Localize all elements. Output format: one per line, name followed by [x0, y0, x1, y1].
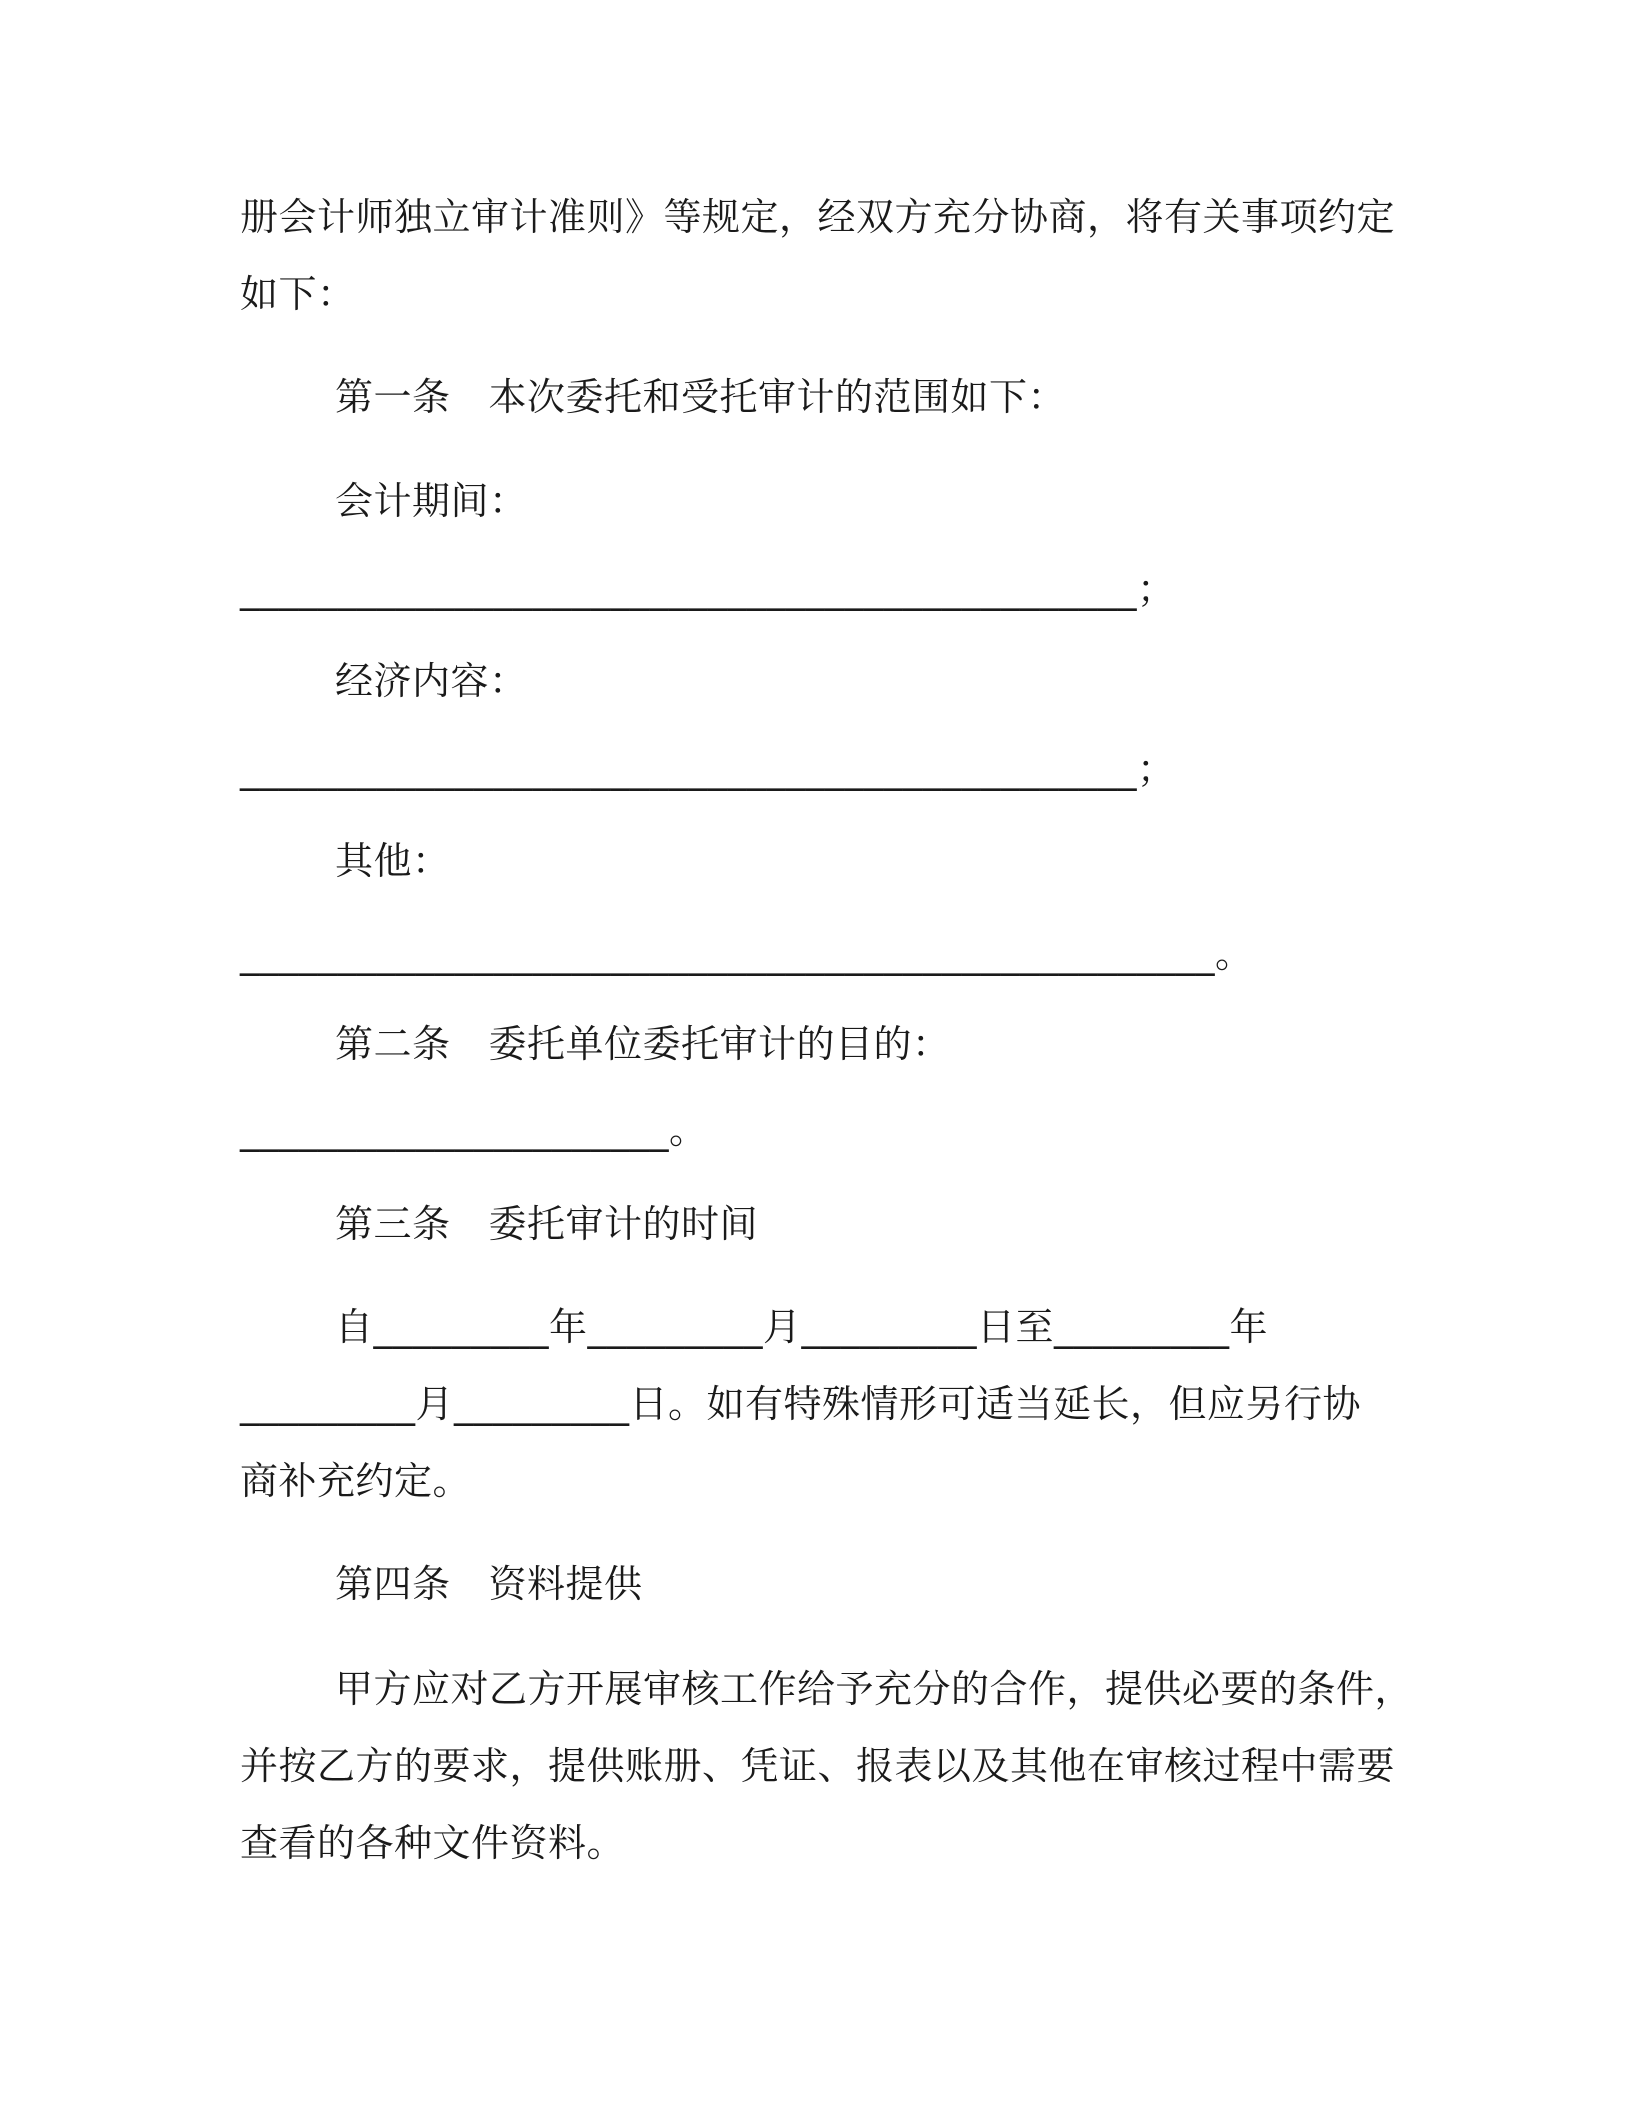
- article-2-title: 委托单位委托审计的目的：: [488, 1022, 951, 1066]
- audit-purpose-blank: ______________________。: [240, 1108, 708, 1152]
- article-4-number: 第四条: [335, 1562, 451, 1606]
- other-blank: __________________________________________________。: [240, 932, 1254, 976]
- accounting-period-label: 会计期间：: [335, 479, 528, 523]
- article-4-body-line-2: 并按乙方的要求，提供账册、凭证、报表以及其他在审核过程中需要: [240, 1744, 1396, 1788]
- preamble-line-1: 册会计师独立审计准则》等规定，经双方充分协商，将有关事项约定: [240, 195, 1396, 239]
- economic-content-blank: ______________________________________________；: [240, 747, 1176, 791]
- audit-time-line-1: 自_________年_________月_________日至_________年: [335, 1305, 1269, 1349]
- article-2-heading-line: [335, 1020, 951, 1068]
- article-4-heading-line: [335, 1560, 643, 1608]
- article-3-heading-line: [335, 1200, 758, 1248]
- article-1-heading-line: [335, 373, 1066, 421]
- economic-content-label: 经济内容：: [335, 659, 528, 703]
- article-3-number: 第三条: [335, 1202, 451, 1246]
- audit-time-line-2: _________月_________日。如有特殊情形可适当延长，但应另行协: [240, 1382, 1362, 1426]
- article-1-title: 本次委托和受托审计的范围如下：: [488, 375, 1067, 419]
- article-4-body-line-1: 甲方应对乙方开展审核工作给予充分的合作，提供必要的条件，: [335, 1667, 1414, 1711]
- article-4-body-line-3: 查看的各种文件资料。: [240, 1821, 626, 1865]
- other-label: 其他：: [335, 839, 451, 883]
- article-3-title: 委托审计的时间: [488, 1202, 759, 1246]
- article-2-number: 第二条: [335, 1022, 451, 1066]
- article-4-title: 资料提供: [488, 1562, 643, 1606]
- article-1-number: 第一条: [335, 375, 451, 419]
- accounting-period-blank: ______________________________________________；: [240, 567, 1176, 611]
- preamble-line-2: 如下：: [240, 272, 356, 316]
- audit-time-line-3: 商补充约定。: [240, 1459, 472, 1503]
